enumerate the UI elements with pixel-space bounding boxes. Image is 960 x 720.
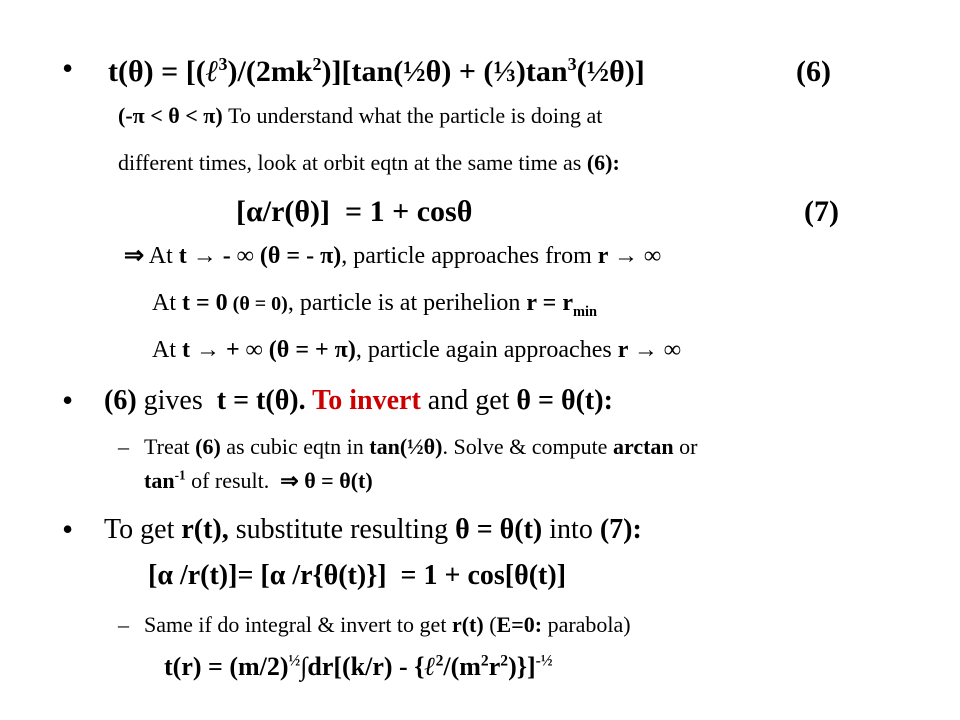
l14-half: ½ xyxy=(288,652,301,670)
l6-r: r = r xyxy=(526,290,573,316)
l5-theta: (θ = - π) xyxy=(259,243,342,269)
l14-mhalf: -½ xyxy=(535,652,553,670)
l10-tan: tan xyxy=(144,468,175,493)
l9-six: (6) xyxy=(195,434,221,459)
l13-rt: r(t) xyxy=(451,612,484,637)
orbit-line-text: different times, look at orbit eqtn at the same time as xyxy=(118,150,587,175)
l10-a: of result. xyxy=(185,468,281,493)
eq6-part-b: )/(2mk xyxy=(227,55,313,88)
l5-t: t xyxy=(178,243,187,269)
limit-zero xyxy=(152,290,597,318)
l6-a: At xyxy=(152,290,182,316)
l11-a: To get xyxy=(104,514,182,545)
l13-b: ( xyxy=(483,612,497,637)
l6-sub-min: min xyxy=(572,303,597,320)
l9-arctan: arctan xyxy=(612,434,674,459)
equation-7: [α/r(θ)] = 1 + cosθ xyxy=(236,195,473,228)
l5-arrow: → - ∞ xyxy=(186,243,260,269)
l7-r: r xyxy=(617,337,628,363)
l5-a: At xyxy=(144,243,179,269)
l14-sup2: 2 xyxy=(435,652,444,670)
l7-a: At xyxy=(152,337,182,363)
l6-t0: t = 0 xyxy=(182,290,228,316)
substitute-line xyxy=(104,514,642,546)
l11-theta: θ = θ(t) xyxy=(455,514,543,545)
bullet-dot: • xyxy=(62,382,74,418)
l7-arrow: → + ∞ xyxy=(190,337,269,363)
l14-a: t(r) = (m/2) xyxy=(164,652,289,681)
l5-arrow2: → ∞ xyxy=(608,243,662,269)
ell-symbol: ℓ xyxy=(205,55,219,88)
cubic-line xyxy=(144,434,697,459)
equation-6-number: (6) xyxy=(796,55,831,88)
bullet-dot: • xyxy=(62,50,74,86)
l6-theta: (θ = 0) xyxy=(227,293,288,315)
l11-seven: (7): xyxy=(599,514,642,545)
l7-theta: (θ = + π) xyxy=(268,337,356,363)
orbit-line-ref: (6): xyxy=(586,150,620,175)
invert-line xyxy=(104,385,613,417)
l7-t: t xyxy=(182,337,190,363)
l5-r: r xyxy=(597,243,608,269)
l7-arrow2: → ∞ xyxy=(627,337,682,363)
limit-minus-infinity xyxy=(124,243,661,271)
l14-c: /(m xyxy=(443,652,481,681)
limit-plus-infinity xyxy=(152,337,681,365)
l8-b: and get xyxy=(420,385,517,416)
equation-7-number: (7) xyxy=(804,195,839,228)
l13-a: Same if do integral & invert to get xyxy=(144,612,452,637)
l13-e0: E=0: xyxy=(496,612,543,637)
equation-6 xyxy=(108,55,645,90)
l10-sup: -1 xyxy=(174,467,186,483)
implies-arrow: ⇒ xyxy=(124,243,145,269)
bullet-dot: • xyxy=(62,511,74,547)
tr-integral-equation xyxy=(164,652,553,682)
l8-thetaeq: θ = θ(t): xyxy=(516,385,613,416)
l8-six: (6) xyxy=(104,385,137,416)
l5-b: , particle approaches from xyxy=(341,243,598,269)
result-line xyxy=(144,468,373,493)
l7-b: , particle again approaches xyxy=(355,337,618,363)
l9-a: Treat xyxy=(144,434,196,459)
integral-note xyxy=(144,612,631,637)
l9-d: or xyxy=(673,434,698,459)
l6-b: , particle is at perihelion xyxy=(287,290,527,316)
l11-rt: r(t), xyxy=(181,514,229,545)
rt-equation: [α /r(t)]= [α /r{θ(t)}] = 1 + cos[θ(t)] xyxy=(148,560,567,591)
l14-d: r xyxy=(488,652,501,681)
l10-theta: θ = θ(t) xyxy=(298,468,373,493)
l14-sup2b: 2 xyxy=(480,652,489,670)
eq6-sup-3b: 3 xyxy=(567,54,577,74)
l9-c: . Solve & compute xyxy=(442,434,613,459)
l13-c: parabola) xyxy=(542,612,631,637)
integral-sign: ∫ xyxy=(300,652,308,681)
eq6-part-a: t(θ) = [( xyxy=(108,55,206,88)
l8-to-invert: To invert xyxy=(305,385,421,416)
l14-b: dr[(k/r) - { xyxy=(307,652,425,681)
l8-teq: t = t(θ). xyxy=(216,385,306,416)
bullet-dash: – xyxy=(118,434,129,459)
eq6-part-c: )][tan(½θ) + (⅓)tan xyxy=(321,55,568,88)
l14-sup2c: 2 xyxy=(500,652,509,670)
l9-tan: tan(½θ) xyxy=(369,434,443,459)
eq6-sup-3: 3 xyxy=(218,54,228,74)
theta-range: (-π < θ < π) xyxy=(118,103,223,128)
range-line-text: To understand what the particle is doing at xyxy=(222,103,603,128)
l11-c: into xyxy=(542,514,600,545)
eq6-sup-2: 2 xyxy=(312,54,322,74)
l10-implies: ⇒ xyxy=(280,468,299,493)
l8-a: gives xyxy=(136,385,217,416)
eq6-part-d: (½θ)] xyxy=(576,55,645,88)
bullet-dash: – xyxy=(118,612,129,637)
l14-e: )}] xyxy=(508,652,536,681)
orbit-line xyxy=(118,150,620,175)
range-line xyxy=(118,103,602,128)
l11-b: substitute resulting xyxy=(228,514,456,545)
l14-ell: ℓ xyxy=(424,652,436,681)
l9-b: as cubic eqtn in xyxy=(220,434,370,459)
